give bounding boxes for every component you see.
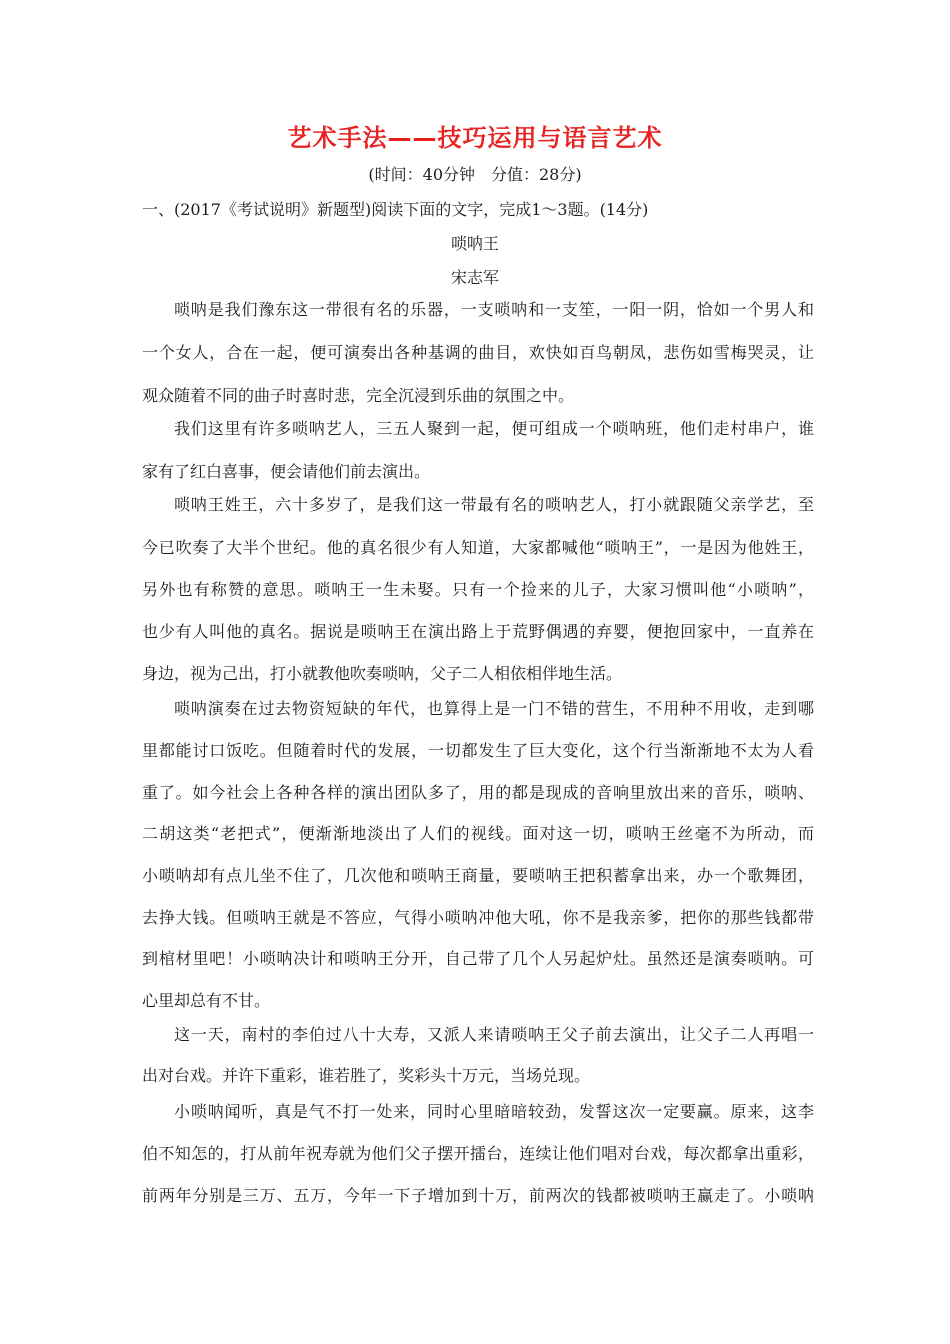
time-score-info: (时间：40分钟 分值：28分) — [368, 165, 582, 184]
body-line: 这一天，南村的李伯过八十大寿，又派人来请唢呐王父子前去演出，让父子二人再唱一 — [174, 1025, 814, 1044]
body-line: 出对台戏。并许下重彩，谁若胜了，奖彩头十万元，当场兑现。 — [142, 1066, 591, 1085]
story-author: 宋志军 — [450, 268, 499, 287]
page-title: 艺术手法——技巧运用与语言艺术 — [287, 124, 663, 152]
body-line: 伯不知怎的，打从前年祝寿就为他们父子摆开擂台，连续让他们唱对台戏，每次都拿出重彩， — [142, 1144, 814, 1163]
body-line: 一个女人，合在一起，便可演奏出各种基调的曲目，欢快如百鸟朝凤，悲伤如雪梅哭灵，让 — [142, 343, 814, 362]
body-line: 我们这里有许多唢呐艺人，三五人聚到一起，便可组成一个唢呐班，他们走村串户，谁 — [174, 419, 814, 438]
body-line: 里都能讨口饭吃。但随着时代的发展，一切都发生了巨大变化，这个行当渐渐地不太为人看 — [142, 741, 814, 760]
body-line: 另外也有称赞的意思。唢呐王一生未娶。只有一个捡来的儿子，大家习惯叫他“小唢呐”， — [142, 580, 814, 599]
story-title: 唢呐王 — [450, 234, 499, 253]
body-line: 去挣大钱。但唢呐王就是不答应，气得小唢呐冲他大吼，你不是我亲爹，把你的那些钱都带 — [142, 908, 814, 927]
question-heading: 一、(2017《考试说明》新题型)阅读下面的文字，完成1～3题。(14分) — [142, 200, 649, 219]
body-line: 唢呐演奏在过去物资短缺的年代，也算得上是一门不错的营生，不用种不用收，走到哪 — [174, 699, 814, 718]
body-line: 小唢呐却有点儿坐不住了，几次他和唢呐王商量，要唢呐王把积蓄拿出来，办一个歌舞团， — [142, 866, 814, 885]
body-line: 重了。如今社会上各种各样的演出团队多了，用的都是现成的音响里放出来的音乐，唢呐、 — [142, 783, 814, 802]
body-line: 到棺材里吧！小唢呐决计和唢呐王分开，自己带了几个人另起炉灶。虽然还是演奏唢呐。可 — [142, 949, 814, 968]
body-line: 身边，视为己出，打小就教他吹奏唢呐，父子二人相依相伴地生活。 — [142, 664, 623, 683]
body-line: 也少有人叫他的真名。据说是唢呐王在演出路上于荒野偶遇的弃婴，便抱回家中，一直养在 — [142, 622, 814, 641]
body-line: 唢呐是我们豫东这一带很有名的乐器，一支唢呐和一支笙，一阳一阴，恰如一个男人和 — [174, 300, 814, 319]
body-line: 前两年分别是三万、五万，今年一下子增加到十万，前两次的钱都被唢呐王赢走了。小唢呐 — [142, 1186, 814, 1205]
body-line: 小唢呐闻听，真是气不打一处来，同时心里暗暗较劲，发誓这次一定要赢。原来，这李 — [174, 1102, 814, 1121]
body-line: 今已吹奏了大半个世纪。他的真名很少有人知道，大家都喊他“唢呐王”，一是因为他姓王， — [142, 538, 814, 557]
body-line: 唢呐王姓王，六十多岁了，是我们这一带最有名的唢呐艺人，打小就跟随父亲学艺，至 — [174, 495, 814, 514]
body-line: 观众随着不同的曲子时喜时悲，完全沉浸到乐曲的氛围之中。 — [142, 386, 575, 405]
body-line: 心里却总有不甘。 — [142, 991, 271, 1010]
body-line: 二胡这类“老把式”，便渐渐地淡出了人们的视线。面对这一切，唢呐王丝毫不为所动，而 — [142, 824, 814, 843]
body-line: 家有了红白喜事，便会请他们前去演出。 — [142, 462, 431, 481]
